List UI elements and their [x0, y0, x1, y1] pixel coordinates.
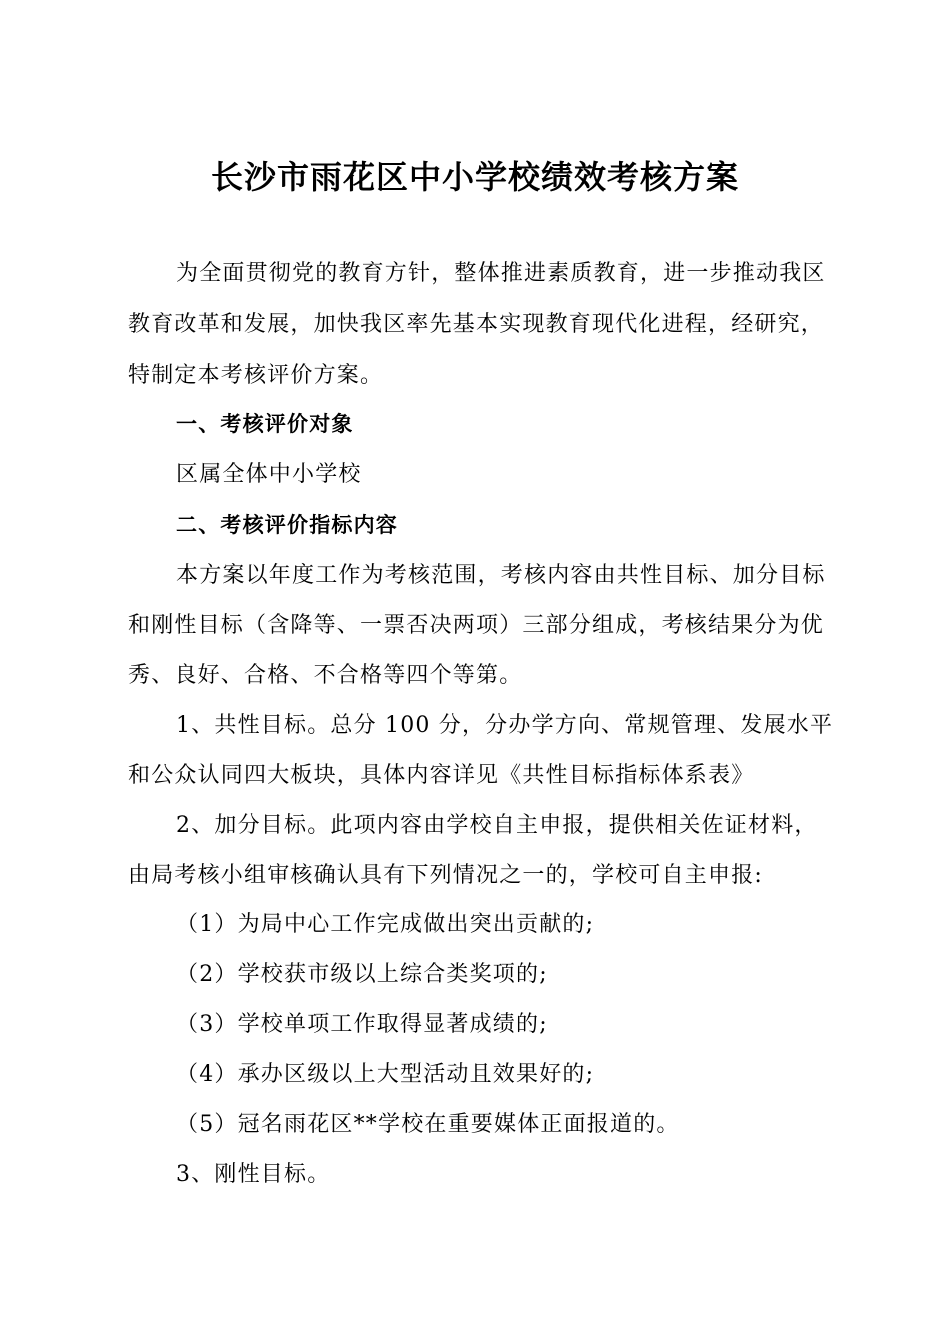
item3-line: 3、刚性目标。: [176, 1162, 331, 1187]
sub-item-2: （2）学校获市级以上综合类奖项的;: [176, 962, 548, 987]
intro-line-3: 特制定本考核评价方案。: [128, 363, 384, 388]
section1-heading: 一、考核评价对象: [176, 412, 354, 436]
item2-line-2: 由局考核小组审核确认具有下列情况之一的，学校可自主申报:: [128, 863, 764, 888]
sub-item-5: （5）冠名雨花区**学校在重要媒体正面报道的。: [176, 1112, 680, 1137]
section1-text: 区属全体中小学校: [176, 462, 362, 487]
item2-line-1: 2、加分目标。此项内容由学校自主申报，提供相关佐证材料，: [176, 813, 818, 838]
document-title: 长沙市雨花区中小学校绩效考核方案: [210, 158, 739, 196]
section2-para-line-1: 本方案以年度工作为考核范围，考核内容由共性目标、加分目标: [176, 563, 826, 588]
intro-line-2: 教育改革和发展，加快我区率先基本实现教育现代化进程，经研究，: [128, 312, 825, 337]
item1-line-2: 和公众认同四大板块，具体内容详见《共性目标指标体系表》: [128, 763, 755, 788]
section2-para-line-2: 和刚性目标（含降等、一票否决两项）三部分组成，考核结果分为优: [128, 613, 825, 638]
sub-item-3: （3）学校单项工作取得显著成绩的;: [176, 1012, 548, 1037]
section2-heading: 二、考核评价指标内容: [176, 513, 398, 537]
sub-item-4: （4）承办区级以上大型活动且效果好的;: [176, 1062, 595, 1087]
item1-line-1: 1、共性目标。总分 100 分，分办学方向、常规管理、发展水平: [176, 713, 834, 738]
intro-line-1: 为全面贯彻党的教育方针，整体推进素质教育，进一步推动我区: [176, 261, 826, 286]
sub-item-1: （1）为局中心工作完成做出突出贡献的;: [176, 912, 595, 937]
section2-para-line-3: 秀、良好、合格、不合格等四个等第。: [128, 663, 523, 688]
